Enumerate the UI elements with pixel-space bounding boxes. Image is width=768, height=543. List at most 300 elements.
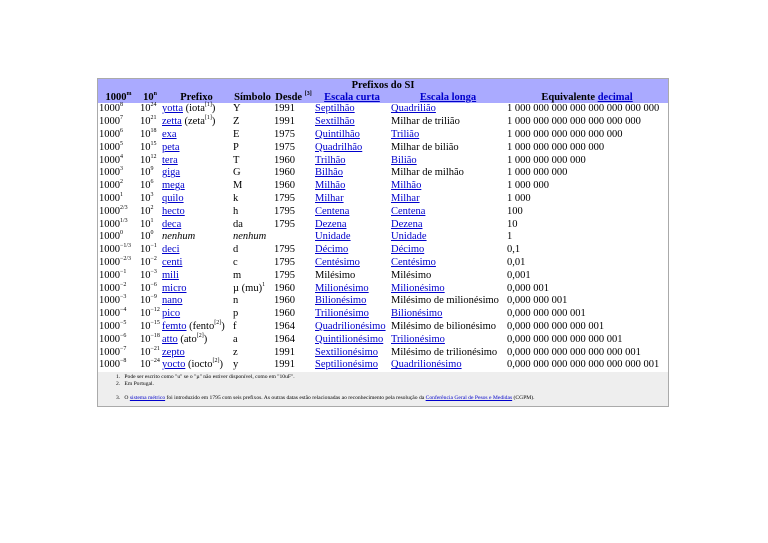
exponent: −2/3 xyxy=(120,255,132,262)
cell-equivalent xyxy=(506,333,668,346)
exponent: 2 xyxy=(120,179,123,186)
long-scale-link[interactable]: Escala longa xyxy=(419,91,477,103)
footnote-ref: [1] xyxy=(204,115,212,122)
prefix-link[interactable]: pico xyxy=(162,308,181,320)
exponent: 0 xyxy=(120,230,123,237)
table-row xyxy=(98,193,668,206)
cell-base1000 xyxy=(98,167,139,180)
prefix-alt-close: ) xyxy=(211,103,216,115)
cell-symbol xyxy=(232,129,273,142)
cell-long-scale xyxy=(390,321,506,334)
cell-base1000 xyxy=(98,269,139,282)
cell-since xyxy=(273,180,314,193)
short-scale-name[interactable]: Bilionésimo xyxy=(315,295,367,307)
cell-prefix xyxy=(161,359,232,372)
cell-base1000 xyxy=(98,129,139,142)
cell-long-scale xyxy=(390,205,506,218)
table-row xyxy=(98,321,668,334)
year: 1960 xyxy=(274,295,295,307)
symbol: M xyxy=(233,180,243,192)
short-scale-name[interactable]: Sextilionésimo xyxy=(315,346,378,358)
year: 1960 xyxy=(274,154,295,166)
cell-short-scale xyxy=(314,103,390,116)
base: 10 xyxy=(140,167,151,179)
cell-prefix xyxy=(161,116,232,129)
base: 1000 xyxy=(99,141,120,153)
decimal-equivalent: 1 000 000 000 000 xyxy=(507,154,586,166)
cell-since xyxy=(273,321,314,334)
cell-short-scale xyxy=(314,346,390,359)
decimal-equivalent: 0,000 000 001 xyxy=(507,295,568,307)
short-scale-name[interactable]: Milhão xyxy=(315,180,346,192)
decimal-equivalent: 1 000 000 xyxy=(507,180,549,192)
cell-since xyxy=(273,333,314,346)
exponent: 3 xyxy=(120,166,123,173)
base: 10 xyxy=(140,346,151,358)
prefix-link[interactable]: hecto xyxy=(162,205,185,217)
exponent: −8 xyxy=(120,358,127,365)
base: 1000 xyxy=(99,282,120,294)
cell-equivalent xyxy=(506,257,668,270)
base: 1000 xyxy=(99,359,120,371)
short-scale-name[interactable]: Bilhão xyxy=(315,167,343,179)
footnote-ref: [1] xyxy=(204,102,212,109)
cell-since xyxy=(273,205,314,218)
table-row xyxy=(98,180,668,193)
cell-prefix xyxy=(161,346,232,359)
footnote-3: 3. O sistema métrico foi introduzido em 1795 com seis prefixos. As outras datas estão relacionadas ao reconhecimento pela resolução da Conferência Geral de Pesos e Medidas (CGPM). xyxy=(116,395,535,402)
cell-base1000 xyxy=(98,103,139,116)
cell-base1000 xyxy=(98,193,139,206)
cell-symbol xyxy=(232,359,273,372)
cell-long-scale xyxy=(390,218,506,231)
cell-prefix xyxy=(161,103,232,116)
cell-symbol xyxy=(232,295,273,308)
long-scale-name: Milhar de milhão xyxy=(391,167,464,179)
cell-short-scale xyxy=(314,269,390,282)
table-title: Prefixos do SI xyxy=(98,79,668,91)
decimal-equivalent: 1 xyxy=(507,231,513,243)
si-prefix-table-container xyxy=(97,78,669,407)
base: 10 xyxy=(140,205,151,217)
cell-long-scale xyxy=(390,257,506,270)
long-scale-name: Milésimo de milionésimo xyxy=(391,295,499,307)
header-long-scale[interactable] xyxy=(390,91,506,103)
header-base1000: 1000$^m$ xyxy=(98,91,139,103)
exponent: 6 xyxy=(150,179,154,186)
long-scale-name[interactable]: Quadrilionésimo xyxy=(391,359,462,371)
cell-long-scale xyxy=(390,346,506,359)
symbol: m xyxy=(233,269,242,281)
base: 1000 xyxy=(99,154,120,166)
exponent: 15 xyxy=(150,140,157,147)
cell-short-scale xyxy=(314,180,390,193)
long-scale-name[interactable]: Milhão xyxy=(391,180,422,192)
year: 1795 xyxy=(274,192,295,204)
year: 1991 xyxy=(274,116,295,128)
year: 1991 xyxy=(274,103,295,115)
decimal-link[interactable]: decimal xyxy=(597,91,633,103)
prefix-link[interactable]: mili xyxy=(162,269,179,281)
prefix-link[interactable]: femto xyxy=(162,320,187,332)
cell-symbol xyxy=(232,269,273,282)
cell-short-scale xyxy=(314,282,390,295)
prefix-link[interactable]: atto xyxy=(162,333,178,345)
cell-base10 xyxy=(139,205,161,218)
cell-equivalent xyxy=(506,103,668,116)
cell-short-scale xyxy=(314,231,390,244)
year: 1795 xyxy=(274,218,295,230)
table-row xyxy=(98,346,668,359)
table-row xyxy=(98,333,668,346)
metric-system-link[interactable]: sistema métrico xyxy=(129,395,166,402)
cell-symbol xyxy=(232,103,273,116)
cell-since xyxy=(273,295,314,308)
long-scale-name[interactable]: Centésimo xyxy=(391,256,436,268)
cell-prefix xyxy=(161,295,232,308)
prefix-link[interactable]: giga xyxy=(162,167,181,179)
base: 1000 xyxy=(99,231,120,243)
exponent: 5 xyxy=(120,140,123,147)
short-scale-name: Milésimo xyxy=(315,269,356,281)
base: 10 xyxy=(140,192,151,204)
base: 1000 xyxy=(99,320,120,332)
decimal-equivalent: 1 000 000 000 000 000 xyxy=(507,141,605,153)
base: 1000 xyxy=(99,218,120,230)
year: 1795 xyxy=(274,244,295,256)
base: 10 xyxy=(140,116,151,128)
cell-base1000 xyxy=(98,282,139,295)
cell-base1000 xyxy=(98,295,139,308)
cell-short-scale xyxy=(314,218,390,231)
exponent: −18 xyxy=(150,332,160,339)
cell-base1000 xyxy=(98,244,139,257)
header-equivalent: Equivalente decimal xyxy=(506,91,668,103)
prefix-link[interactable]: centi xyxy=(162,256,183,268)
cell-prefix xyxy=(161,333,232,346)
cell-symbol xyxy=(232,321,273,334)
short-scale-name[interactable]: Septilionésimo xyxy=(315,359,378,371)
footnote-1: 1. Pode ser escrito como "u" se o "µ" não estiver disponível, como em "10uF". xyxy=(116,373,295,380)
short-scale-name[interactable]: Unidade xyxy=(315,231,351,243)
long-scale-name[interactable]: Bilionésimo xyxy=(391,308,443,320)
exponent: −5 xyxy=(120,319,127,326)
exponent: 2/3 xyxy=(120,204,128,211)
cell-base10 xyxy=(139,321,161,334)
long-scale-name[interactable]: Centena xyxy=(391,205,426,217)
cell-base1000 xyxy=(98,116,139,129)
cell-short-scale xyxy=(314,333,390,346)
cell-base10 xyxy=(139,231,161,244)
long-scale-name: Milésimo de bilionésimo xyxy=(391,320,496,332)
cell-short-scale xyxy=(314,154,390,167)
cell-long-scale xyxy=(390,167,506,180)
base: 10 xyxy=(140,282,151,294)
cell-equivalent xyxy=(506,154,668,167)
short-scale-name[interactable]: Quadrilhão xyxy=(315,141,363,153)
short-scale-name[interactable]: Trilionésimo xyxy=(315,308,369,320)
cell-symbol xyxy=(232,193,273,206)
table-row xyxy=(98,205,668,218)
cell-equivalent xyxy=(506,116,668,129)
cell-base1000 xyxy=(98,141,139,154)
cell-long-scale xyxy=(390,295,506,308)
base: 1000 xyxy=(99,128,120,140)
prefix-link[interactable]: yotta xyxy=(162,103,183,115)
header-prefix: Prefixo xyxy=(161,91,232,103)
cell-since xyxy=(273,308,314,321)
prefix-link[interactable]: zetta xyxy=(162,116,182,128)
symbol: z xyxy=(233,346,238,358)
base: 10 xyxy=(140,269,151,281)
cell-long-scale xyxy=(390,244,506,257)
exponent: 12 xyxy=(150,153,157,160)
cell-prefix xyxy=(161,129,232,142)
cell-long-scale xyxy=(390,141,506,154)
cell-base10 xyxy=(139,141,161,154)
prefix-alt: (ato xyxy=(177,333,197,345)
prefix-alt: (iocto xyxy=(185,359,213,371)
footnote-2: 2. Em Portugal. xyxy=(116,380,154,387)
long-scale-name[interactable]: Trilionésimo xyxy=(391,333,445,345)
exponent: 8 xyxy=(120,102,123,109)
exponent: 4 xyxy=(120,153,123,160)
exponent: 1 xyxy=(120,191,123,198)
table-row xyxy=(98,141,668,154)
cell-base1000 xyxy=(98,180,139,193)
cell-base10 xyxy=(139,333,161,346)
cell-base1000 xyxy=(98,308,139,321)
cell-long-scale xyxy=(390,308,506,321)
prefix-link[interactable]: quilo xyxy=(162,192,184,204)
exponent: −6 xyxy=(120,332,127,339)
base: 10 xyxy=(140,103,151,115)
prefix-link[interactable]: nano xyxy=(162,295,183,307)
cell-prefix xyxy=(161,244,232,257)
cell-symbol xyxy=(232,141,273,154)
cell-since xyxy=(273,244,314,257)
base: 10 xyxy=(140,231,151,243)
prefix-link[interactable]: deci xyxy=(162,244,180,256)
year: 1991 xyxy=(274,359,295,371)
prefix-link[interactable]: peta xyxy=(162,141,180,153)
cell-symbol xyxy=(232,346,273,359)
si-prefix-table xyxy=(98,79,668,372)
exponent: −15 xyxy=(150,319,160,326)
short-scale-name[interactable]: Quintilionésimo xyxy=(315,333,384,345)
symbol: T xyxy=(233,154,240,166)
cell-since xyxy=(273,167,314,180)
prefix-link[interactable]: mega xyxy=(162,180,185,192)
cell-prefix xyxy=(161,269,232,282)
long-scale-name[interactable]: Décimo xyxy=(391,244,425,256)
cell-base10 xyxy=(139,257,161,270)
cell-since xyxy=(273,103,314,116)
cell-equivalent xyxy=(506,193,668,206)
cell-equivalent xyxy=(506,231,668,244)
exponent: −3 xyxy=(150,268,157,275)
prefix-alt-close: ) xyxy=(219,359,223,371)
long-scale-name[interactable]: Trilião xyxy=(391,128,420,140)
exponent: −1 xyxy=(120,268,127,275)
cell-equivalent xyxy=(506,218,668,231)
long-scale-name[interactable]: Quadrilião xyxy=(391,103,436,115)
cell-prefix xyxy=(161,180,232,193)
cell-short-scale xyxy=(314,129,390,142)
symbol: c xyxy=(233,256,238,268)
long-scale-name[interactable]: Unidade xyxy=(391,231,427,243)
cgpm-link[interactable]: Conferência Geral de Pesos e Medidas xyxy=(425,395,513,402)
short-scale-name[interactable]: Quintilhão xyxy=(315,128,360,140)
prefix-alt: (fento xyxy=(186,320,215,332)
cell-prefix xyxy=(161,205,232,218)
cell-base10 xyxy=(139,103,161,116)
short-scale-name[interactable]: Sextilhão xyxy=(315,116,355,128)
header-short-scale[interactable] xyxy=(314,91,390,103)
base: 1000 xyxy=(99,308,120,320)
cell-symbol xyxy=(232,308,273,321)
exponent: 2 xyxy=(150,204,154,211)
decimal-equivalent: 0,000 000 000 001 xyxy=(507,308,586,320)
exponent: −2 xyxy=(150,255,157,262)
cell-equivalent xyxy=(506,359,668,372)
cell-long-scale xyxy=(390,193,506,206)
year: 1964 xyxy=(274,333,295,345)
prefix-link[interactable]: zepto xyxy=(162,346,185,358)
table-header-row xyxy=(98,91,668,103)
footnote-ref: [2] xyxy=(214,319,222,326)
exponent: −6 xyxy=(150,281,157,288)
symbol: n xyxy=(233,295,239,307)
cell-base10 xyxy=(139,308,161,321)
table-row xyxy=(98,257,668,270)
cell-long-scale xyxy=(390,282,506,295)
decimal-equivalent: 1 000 000 000 xyxy=(507,167,568,179)
short-scale-name[interactable]: Décimo xyxy=(315,244,349,256)
cell-equivalent xyxy=(506,282,668,295)
long-scale-name: Milhar de trilião xyxy=(391,116,460,128)
cell-equivalent xyxy=(506,244,668,257)
symbol: k xyxy=(233,192,239,204)
decimal-equivalent: 100 xyxy=(507,205,523,217)
decimal-equivalent: 0,000 000 000 000 000 001 xyxy=(507,333,623,345)
base: 10 xyxy=(140,308,151,320)
cell-base1000 xyxy=(98,333,139,346)
cell-equivalent xyxy=(506,295,668,308)
short-scale-name[interactable]: Septilhão xyxy=(315,103,355,115)
cell-long-scale xyxy=(390,154,506,167)
short-scale-name[interactable]: Quadrilionésimo xyxy=(315,320,386,332)
exponent: 18 xyxy=(150,127,157,134)
symbol: p xyxy=(233,308,239,320)
prefix-link[interactable]: deca xyxy=(162,218,182,230)
short-scale-name[interactable]: Centena xyxy=(315,205,350,217)
cell-short-scale xyxy=(314,257,390,270)
cell-base10 xyxy=(139,180,161,193)
base: 1000 xyxy=(99,180,120,192)
decimal-equivalent: 0,01 xyxy=(507,256,526,268)
year: 1975 xyxy=(274,141,295,153)
cell-short-scale xyxy=(314,295,390,308)
cell-long-scale xyxy=(390,129,506,142)
decimal-equivalent: 1 000 000 000 000 000 000 000 xyxy=(507,116,641,128)
cell-prefix xyxy=(161,282,232,295)
header-symbol: Símbolo xyxy=(232,91,273,103)
short-scale-name[interactable]: Centésimo xyxy=(315,256,360,268)
table-row xyxy=(98,129,668,142)
table-row xyxy=(98,244,668,257)
cell-equivalent xyxy=(506,321,668,334)
base: 10 xyxy=(140,128,151,140)
short-scale-link[interactable]: Escala curta xyxy=(324,91,380,103)
prefix-alt-close: ) xyxy=(211,116,216,128)
year: 1960 xyxy=(274,308,295,320)
table-title-row xyxy=(98,79,668,91)
cell-long-scale xyxy=(390,103,506,116)
cell-since xyxy=(273,359,314,372)
exponent: −7 xyxy=(120,345,127,352)
cell-symbol xyxy=(232,218,273,231)
prefix-link[interactable]: exa xyxy=(162,128,177,140)
short-scale-name[interactable]: Dezena xyxy=(315,218,347,230)
cell-prefix xyxy=(161,154,232,167)
prefix-link[interactable]: yocto xyxy=(162,359,186,371)
cell-since xyxy=(273,193,314,206)
symbol: G xyxy=(233,167,241,179)
cell-symbol xyxy=(232,282,273,295)
cell-equivalent xyxy=(506,167,668,180)
footnote-ref: [2] xyxy=(212,358,220,365)
decimal-equivalent: 1 000 xyxy=(507,192,531,204)
decimal-equivalent: 1 000 000 000 000 000 000 xyxy=(507,128,623,140)
table-row xyxy=(98,103,668,116)
table-body xyxy=(98,103,668,372)
exponent: 1 xyxy=(150,217,154,224)
long-scale-name: Milhar de bilião xyxy=(391,141,459,153)
base: 1000 xyxy=(99,256,120,268)
short-scale-name[interactable]: Milionésimo xyxy=(315,282,369,294)
prefix-alt-close: ) xyxy=(221,320,225,332)
cell-short-scale xyxy=(314,116,390,129)
long-scale-name[interactable]: Milhar xyxy=(391,192,420,204)
long-scale-name[interactable]: Milionésimo xyxy=(391,282,445,294)
prefix-link[interactable]: tera xyxy=(162,154,178,166)
footnote-ref: 1 xyxy=(262,281,266,288)
base: 1000 xyxy=(99,116,120,128)
symbol: h xyxy=(233,205,239,217)
base: 1000 xyxy=(99,103,120,115)
year: 1964 xyxy=(274,320,295,332)
cell-symbol xyxy=(232,231,273,244)
short-scale-name[interactable]: Trilhão xyxy=(315,154,346,166)
prefix-link[interactable]: micro xyxy=(162,282,187,294)
symbol: a xyxy=(233,333,238,345)
cell-since xyxy=(273,218,314,231)
long-scale-name[interactable]: Bilião xyxy=(391,154,417,166)
short-scale-name[interactable]: Milhar xyxy=(315,192,344,204)
cell-base1000 xyxy=(98,205,139,218)
table-row xyxy=(98,154,668,167)
cell-since xyxy=(273,116,314,129)
year: 1795 xyxy=(274,269,295,281)
cell-short-scale xyxy=(314,205,390,218)
table-row xyxy=(98,167,668,180)
long-scale-name[interactable]: Dezena xyxy=(391,218,423,230)
cell-base10 xyxy=(139,269,161,282)
base: 1000 xyxy=(99,167,120,179)
cell-since xyxy=(273,269,314,282)
exponent: −4 xyxy=(120,307,127,314)
